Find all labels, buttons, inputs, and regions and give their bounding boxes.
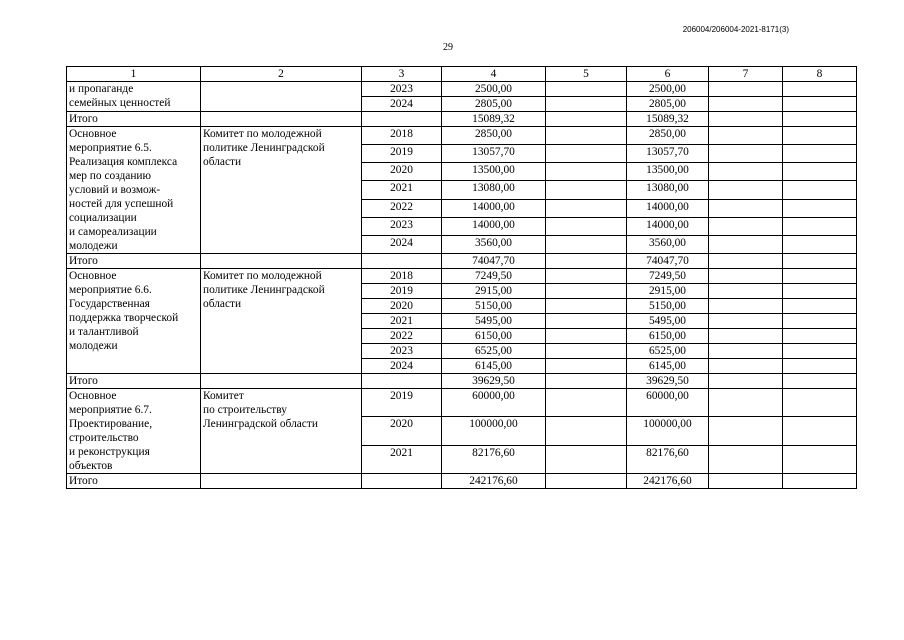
empty-cell [362,254,442,269]
year-cell: 2018 [362,269,442,284]
column-8-cell [783,417,857,445]
year-cell: 2024 [362,359,442,374]
year-cell: 2023 [362,82,442,97]
year-cell: 2024 [362,97,442,112]
executor-cell [201,82,362,112]
column-header: 2 [201,67,362,82]
column-8-cell [783,329,857,344]
total-sum-cell: 74047,70 [627,254,709,269]
column-5-cell [546,82,627,97]
empty-cell [362,474,442,489]
column-header: 5 [546,67,627,82]
total-row [67,254,857,269]
total-sum-cell: 15089,32 [442,112,546,127]
empty-cell [709,374,783,389]
year-cell: 2021 [362,445,442,473]
page-number: 29 [443,42,453,53]
column-8-cell [783,82,857,97]
column-7-cell [709,344,783,359]
column-5-cell [546,284,627,299]
year-cell: 2021 [362,181,442,199]
column-6-cell: 14000,00 [627,199,709,217]
column-5-cell [546,314,627,329]
column-6-cell: 3560,00 [627,235,709,253]
total-sum-cell: 242176,60 [442,474,546,489]
total-label-cell: Итого [67,112,201,127]
total-label-cell: Итого [67,374,201,389]
total-sum-cell: 39629,50 [627,374,709,389]
total-amount-cell: 14000,00 [442,217,546,235]
budget-table [66,66,857,489]
total-amount-cell: 7249,50 [442,269,546,284]
empty-cell [546,112,627,127]
empty-cell [362,112,442,127]
total-amount-cell: 5150,00 [442,299,546,314]
empty-cell [783,254,857,269]
table-row [67,269,857,284]
year-cell: 2019 [362,145,442,163]
column-7-cell [709,417,783,445]
column-7-cell [709,127,783,145]
total-sum-cell: 242176,60 [627,474,709,489]
total-amount-cell: 3560,00 [442,235,546,253]
column-5-cell [546,417,627,445]
total-label-cell: Итого [67,254,201,269]
year-cell: 2020 [362,163,442,181]
column-5-cell [546,445,627,473]
column-7-cell [709,359,783,374]
column-6-cell: 7249,50 [627,269,709,284]
column-8-cell [783,445,857,473]
year-cell: 2022 [362,329,442,344]
column-8-cell [783,217,857,235]
document-id: 206004/206004-2021-8171(3) [682,25,789,34]
year-cell: 2019 [362,284,442,299]
total-amount-cell: 100000,00 [442,417,546,445]
column-header: 3 [362,67,442,82]
year-cell: 2022 [362,199,442,217]
column-7-cell [709,299,783,314]
column-5-cell [546,235,627,253]
column-7-cell [709,269,783,284]
empty-cell [546,254,627,269]
column-6-cell: 60000,00 [627,389,709,417]
column-5-cell [546,145,627,163]
column-6-cell: 100000,00 [627,417,709,445]
column-7-cell [709,389,783,417]
total-sum-cell: 74047,70 [442,254,546,269]
column-6-cell: 13080,00 [627,181,709,199]
column-5-cell [546,217,627,235]
total-row [67,112,857,127]
column-7-cell [709,284,783,299]
empty-cell [362,374,442,389]
year-cell: 2020 [362,417,442,445]
column-6-cell: 13057,70 [627,145,709,163]
total-row [67,474,857,489]
year-cell: 2019 [362,389,442,417]
empty-cell [783,474,857,489]
column-5-cell [546,181,627,199]
column-5-cell [546,199,627,217]
column-5-cell [546,269,627,284]
total-sum-cell: 15089,32 [627,112,709,127]
column-7-cell [709,235,783,253]
column-6-cell: 6145,00 [627,359,709,374]
column-6-cell: 2850,00 [627,127,709,145]
column-5-cell [546,359,627,374]
column-8-cell [783,235,857,253]
empty-cell [709,474,783,489]
empty-cell [709,254,783,269]
empty-cell [546,374,627,389]
column-8-cell [783,127,857,145]
total-label-cell: Итого [67,474,201,489]
column-7-cell [709,217,783,235]
column-6-cell: 5150,00 [627,299,709,314]
total-amount-cell: 60000,00 [442,389,546,417]
column-8-cell [783,389,857,417]
total-amount-cell: 14000,00 [442,199,546,217]
column-7-cell [709,163,783,181]
column-5-cell [546,329,627,344]
executor-cell: Комитет по строительству Ленинградской области [201,389,362,474]
empty-cell [201,112,362,127]
column-header: 7 [709,67,783,82]
column-6-cell: 5495,00 [627,314,709,329]
table-row [67,389,857,417]
year-cell: 2021 [362,314,442,329]
column-8-cell [783,359,857,374]
activity-name-cell: Основное мероприятие 6.7. Проектирование, строительство и реконструкция объектов [67,389,201,474]
column-6-cell: 2500,00 [627,82,709,97]
year-cell: 2023 [362,217,442,235]
table-row [67,82,857,97]
empty-cell [201,474,362,489]
column-5-cell [546,389,627,417]
year-cell: 2023 [362,344,442,359]
column-8-cell [783,181,857,199]
total-sum-cell: 39629,50 [442,374,546,389]
column-header: 8 [783,67,857,82]
column-7-cell [709,329,783,344]
empty-cell [783,374,857,389]
year-cell: 2024 [362,235,442,253]
column-5-cell [546,163,627,181]
column-7-cell [709,181,783,199]
column-5-cell [546,97,627,112]
column-header: 6 [627,67,709,82]
column-6-cell: 14000,00 [627,217,709,235]
column-6-cell: 13500,00 [627,163,709,181]
column-8-cell [783,269,857,284]
column-8-cell [783,145,857,163]
column-8-cell [783,163,857,181]
empty-cell [783,112,857,127]
activity-name-cell: Основное мероприятие 6.6. Государственная поддержка творческой и талантливой молодежи [67,269,201,374]
column-7-cell [709,145,783,163]
total-amount-cell: 6145,00 [442,359,546,374]
header-row [67,67,857,82]
empty-cell [709,112,783,127]
column-5-cell [546,344,627,359]
column-7-cell [709,97,783,112]
column-7-cell [709,199,783,217]
total-amount-cell: 13500,00 [442,163,546,181]
empty-cell [201,374,362,389]
column-5-cell [546,127,627,145]
column-8-cell [783,97,857,112]
column-8-cell [783,299,857,314]
total-amount-cell: 5495,00 [442,314,546,329]
column-8-cell [783,314,857,329]
table-row [67,127,857,145]
column-5-cell [546,299,627,314]
empty-cell [546,474,627,489]
total-amount-cell: 13080,00 [442,181,546,199]
empty-cell [201,254,362,269]
column-header: 1 [67,67,201,82]
column-8-cell [783,199,857,217]
year-cell: 2018 [362,127,442,145]
column-8-cell [783,344,857,359]
total-row [67,374,857,389]
column-7-cell [709,82,783,97]
activity-name-cell: Основное мероприятие 6.5. Реализация комплекса мер по созданию условий и возмож- ностей для успешной социализации и самореализации молодежи [67,127,201,254]
column-6-cell: 2805,00 [627,97,709,112]
year-cell: 2020 [362,299,442,314]
total-amount-cell: 13057,70 [442,145,546,163]
total-amount-cell: 6150,00 [442,329,546,344]
activity-name-cell: и пропаганде семейных ценностей [67,82,201,112]
executor-cell: Комитет по молодежной политике Ленинградской области [201,127,362,254]
column-8-cell [783,284,857,299]
total-amount-cell: 6525,00 [442,344,546,359]
total-amount-cell: 2850,00 [442,127,546,145]
total-amount-cell: 2915,00 [442,284,546,299]
column-header: 4 [442,67,546,82]
column-6-cell: 82176,60 [627,445,709,473]
total-amount-cell: 82176,60 [442,445,546,473]
column-7-cell [709,445,783,473]
column-6-cell: 2915,00 [627,284,709,299]
column-7-cell [709,314,783,329]
column-6-cell: 6150,00 [627,329,709,344]
total-amount-cell: 2805,00 [442,97,546,112]
total-amount-cell: 2500,00 [442,82,546,97]
column-6-cell: 6525,00 [627,344,709,359]
executor-cell: Комитет по молодежной политике Ленинградской области [201,269,362,374]
